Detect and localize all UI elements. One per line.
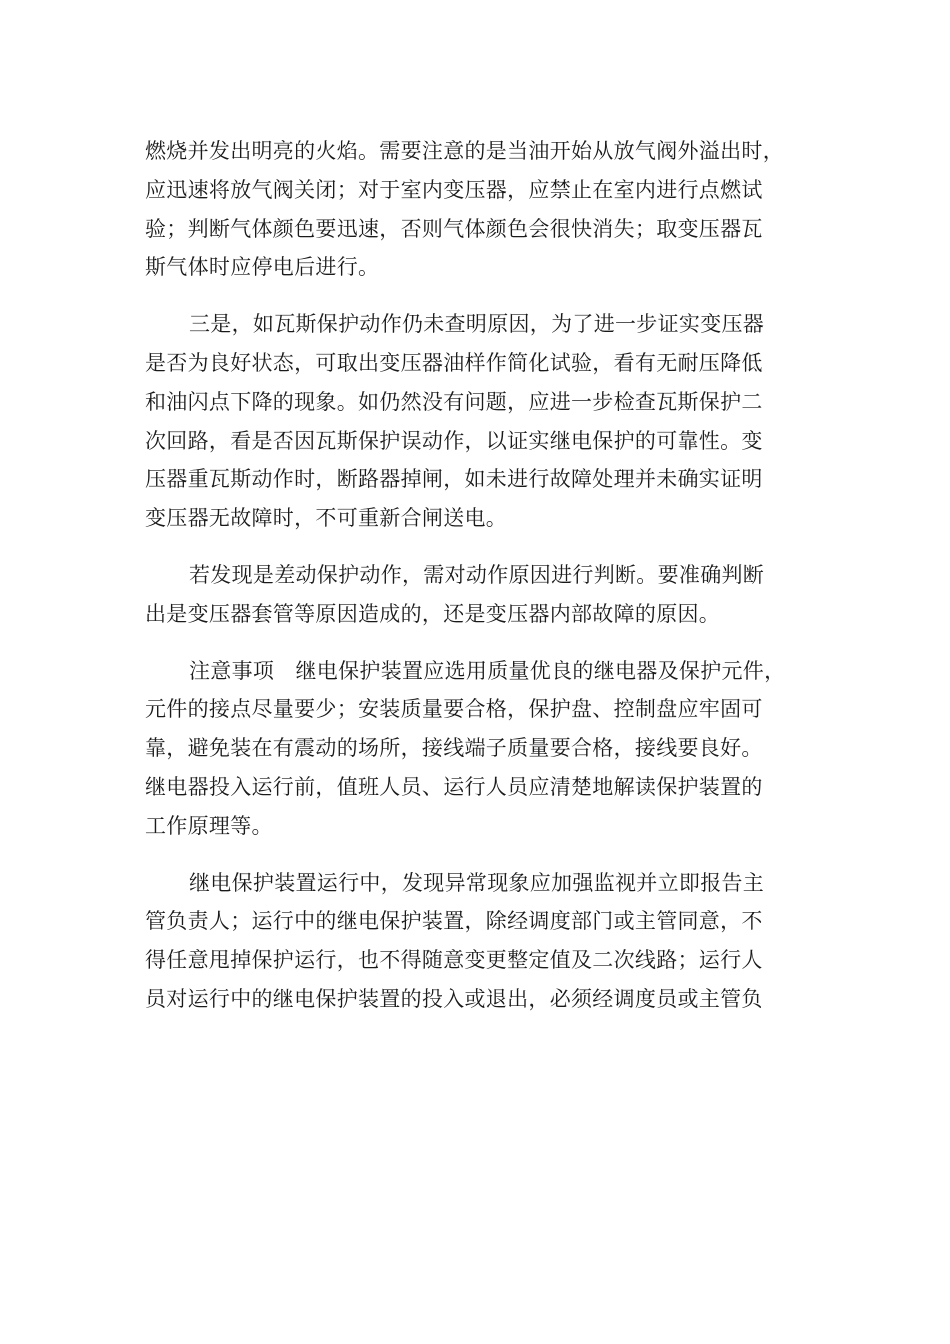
text-line: 出是变压器套管等原因造成的，还是变压器内部故障的原因。 xyxy=(145,601,721,626)
text-line: 继电器投入运行前，值班人员、运行人员应清楚地解读保护装置的 xyxy=(145,774,763,799)
text-line: 是否为良好状态，可取出变压器油样作简化试验，看有无耐压降低 xyxy=(145,350,763,375)
text-line: 和油闪点下降的现象。如仍然没有问题，应进一步检查瓦斯保护二 xyxy=(145,389,763,414)
text-line: 管负责人；运行中的继电保护装置，除经调度部门或主管同意，不 xyxy=(145,909,763,934)
text-line: 元件的接点尽量要少；安装质量要合格，保护盘、控制盘应牢固可 xyxy=(145,697,763,722)
text-line: 工作原理等。 xyxy=(145,813,273,838)
paragraph-3 xyxy=(145,556,805,634)
text-line: 得任意甩掉保护运行，也不得随意变更整定值及二次线路；运行人 xyxy=(145,948,763,973)
text-line: 次回路，看是否因瓦斯保护误动作，以证实继电保护的可靠性。变 xyxy=(145,428,763,453)
text-line: 验；判断气体颜色要迅速，否则气体颜色会很快消失；取变压器瓦 xyxy=(145,216,763,241)
text-line: 若发现是差动保护动作，需对动作原因进行判断。要准确判断 xyxy=(189,562,765,587)
paragraph-5 xyxy=(145,864,805,1019)
text-line: 三是，如瓦斯保护动作仍未查明原因，为了进一步证实变压器 xyxy=(189,312,765,337)
text-line: 变压器无故障时，不可重新合闸送电。 xyxy=(145,506,508,531)
paragraph-4 xyxy=(145,652,805,846)
text-line: 注意事项 继电保护装置应选用质量优良的继电器及保护元件， xyxy=(189,658,786,683)
text-line: 靠，避免装在有震动的场所，接线端子质量要合格，接线要良好。 xyxy=(145,736,763,761)
text-line: 员对运行中的继电保护装置的投入或退出，必须经调度员或主管负 xyxy=(145,986,763,1011)
text-line: 燃烧并发出明亮的火焰。需要注意的是当油开始从放气阀外溢出时， xyxy=(145,139,784,163)
text-line: 继电保护装置运行中，发现异常现象应加强监视并立即报告主 xyxy=(189,870,765,895)
text-line: 斯气体时应停电后进行。 xyxy=(145,255,380,280)
paragraph-1 xyxy=(145,132,805,287)
text-line: 应迅速将放气阀关闭；对于室内变压器，应禁止在室内进行点燃试 xyxy=(145,177,763,202)
text-line: 压器重瓦斯动作时，断路器掉闸，如未进行故障处理并未确实证明 xyxy=(145,467,763,492)
body-text xyxy=(145,132,805,1019)
paragraph-2 xyxy=(145,305,805,538)
